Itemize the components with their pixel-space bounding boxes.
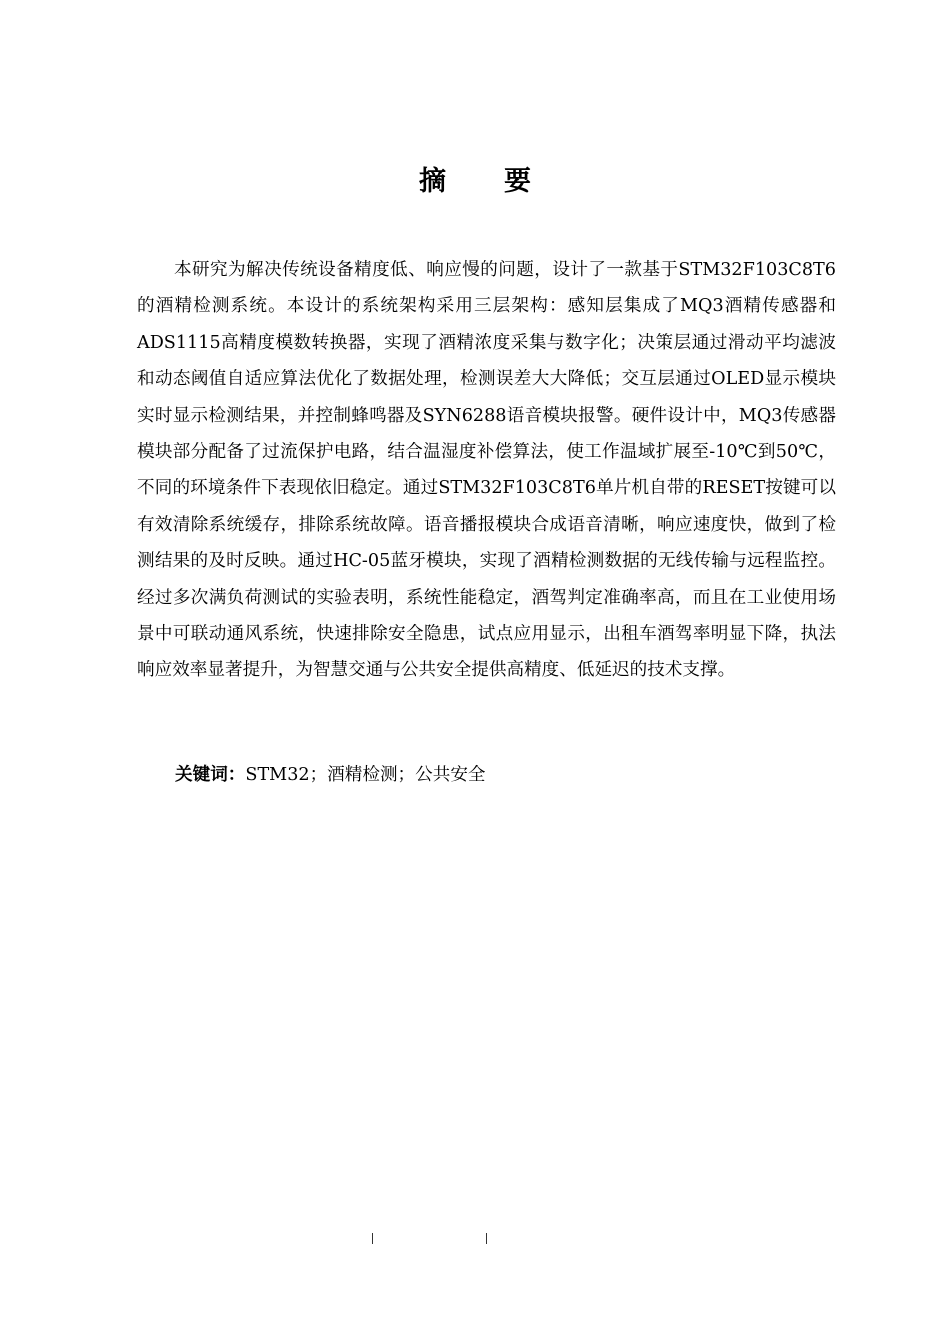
keywords-label: 关键词： [175,765,246,785]
footer-mark-left [372,1233,373,1244]
keywords-value: STM32；酒精检测；公共安全 [245,765,486,785]
keywords-line [175,757,486,793]
footer-mark-right [486,1233,487,1244]
page-title: 摘要 [419,166,589,197]
abstract-paragraph: 本研究为解决传统设备精度低、响应慢的问题，设计了一款基于STM32F103C8T6的酒精检测系统。本设计的系统架构采用三层架构：感知层集成了MQ3酒精传感器和ADS1115高精度模数转换器，实现了酒精浓度采集与数字化；决策层通过滑动平均滤波和动态阈值自适应算法优化了数据处理，检测误差大大降低；交互层通过OLED显示模块实时显示检测结果，并控制蜂鸣器及SYN6288语音模块报警。硬件设计中，MQ3传感器模块部分配备了过流保护电路，结合温湿度补偿算法，使工作温域扩展至-10℃到50℃，不同的环境条件下表现依旧稳定。通过STM32F103C8T6单片机自带的RESET按键可以有效清除系统缓存，排除系统故障。语音播报模块合成语音清晰，响应速度快，做到了检测结果的及时反映。通过HC-05蓝牙模块，实现了酒精检测数据的无线传输与远程监控。经过多次满负荷测试的实验表明，系统性能稳定，酒驾判定准确率高，而且在工业使用场景中可联动通风系统，快速排除安全隐患，试点应用显示，出租车酒驾率明显下降，执法响应效率显著提升，为智慧交通与公共安全提供高精度、低延迟的技术支撑。 [137,260,836,681]
